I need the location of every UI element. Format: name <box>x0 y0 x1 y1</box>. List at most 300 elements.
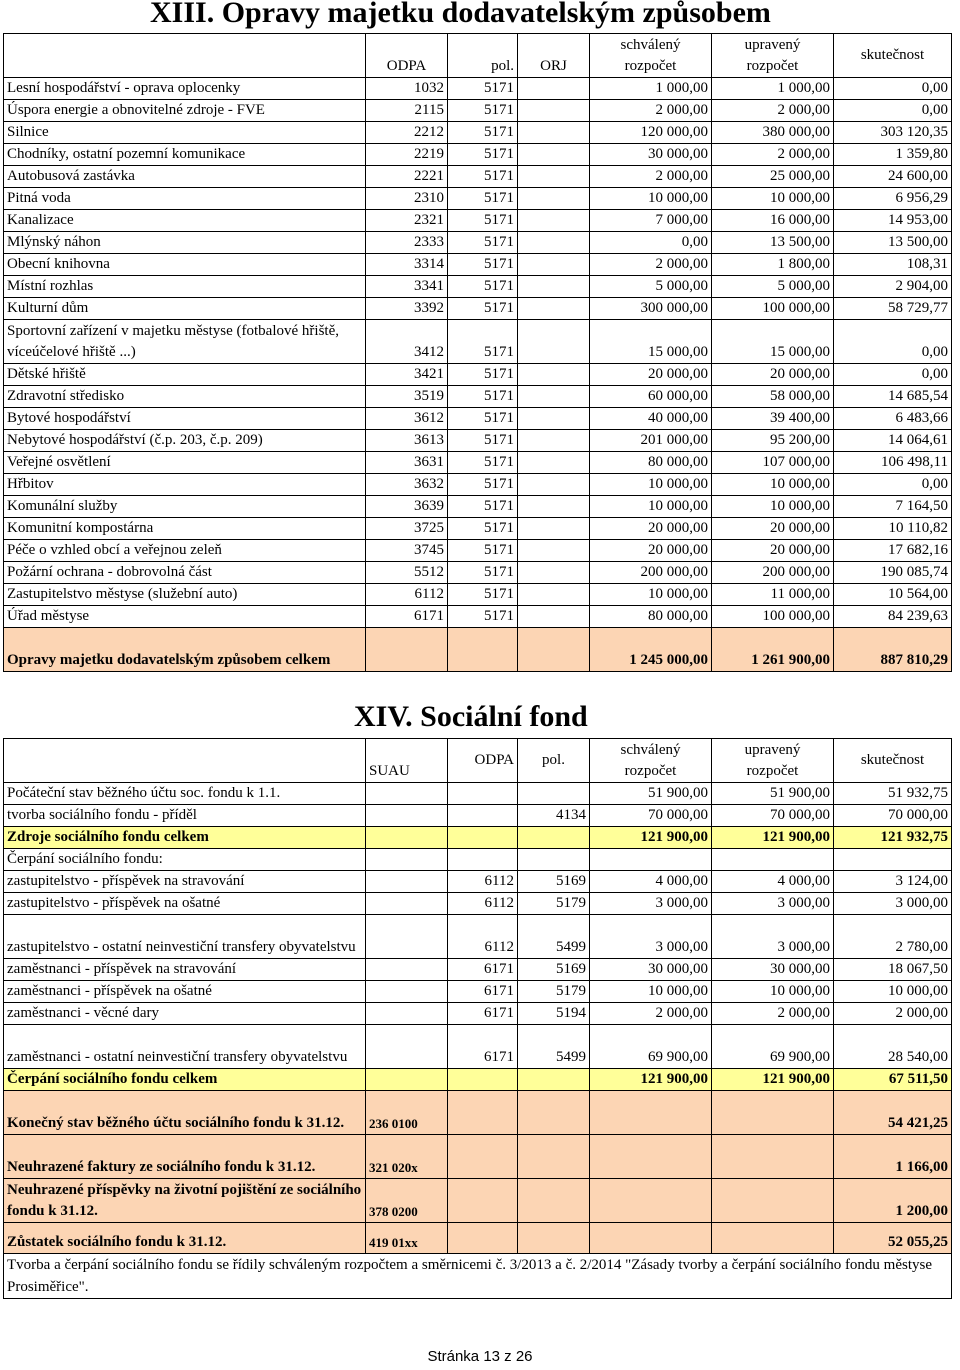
cell-adjusted <box>712 1135 834 1179</box>
cell-approved: 0,00 <box>590 232 712 254</box>
cell-adjusted: 107 000,00 <box>712 452 834 474</box>
cell-label: Neuhrazené faktury ze sociálního fondu k 31.12. <box>4 1135 366 1179</box>
cell-approved: 70 000,00 <box>590 805 712 827</box>
table-row <box>4 893 952 915</box>
cell-adjusted: 10 000,00 <box>712 981 834 1003</box>
cell-orj <box>518 232 590 254</box>
cell-adjusted: 16 000,00 <box>712 210 834 232</box>
section-14-title: XIV. Sociální fond <box>354 700 588 733</box>
table-row <box>4 1223 952 1254</box>
cell-label: Silnice <box>4 122 366 144</box>
cell-actual: 0,00 <box>834 364 952 386</box>
cell-odpa: 6171 <box>448 959 518 981</box>
cell-adjusted: 10 000,00 <box>712 496 834 518</box>
cell-actual: 0,00 <box>834 474 952 496</box>
header-label-cell <box>4 739 366 783</box>
cell-pol: 5171 <box>448 408 518 430</box>
cell-pol <box>518 1223 590 1254</box>
cell-label: Zdravotní středisko <box>4 386 366 408</box>
cell-pol <box>518 783 590 805</box>
cell-label: zaměstnanci - příspěvek na ošatné <box>4 981 366 1003</box>
cell-pol: 5171 <box>448 254 518 276</box>
cell-actual: 2 000,00 <box>834 1003 952 1025</box>
cell-odpa: 2219 <box>366 144 448 166</box>
cell-actual: 108,31 <box>834 254 952 276</box>
table-row <box>4 584 952 606</box>
cell-actual: 54 421,25 <box>834 1091 952 1135</box>
cell-adjusted: 121 900,00 <box>712 827 834 849</box>
table-row <box>4 386 952 408</box>
table-row <box>4 915 952 959</box>
cell-approved <box>590 849 712 871</box>
cell-orj <box>518 144 590 166</box>
cell-odpa: 3421 <box>366 364 448 386</box>
cell-orj <box>518 408 590 430</box>
header-label-cell <box>4 34 366 78</box>
cell-actual: 52 055,25 <box>834 1223 952 1254</box>
cell-label: Čerpání sociálního fondu: <box>4 849 366 871</box>
cell-adjusted: 3 000,00 <box>712 893 834 915</box>
cell-approved: 2 000,00 <box>590 100 712 122</box>
cell-approved: 20 000,00 <box>590 518 712 540</box>
cell-orj <box>518 100 590 122</box>
cell-adjusted: 69 900,00 <box>712 1025 834 1069</box>
cell-pol: 5171 <box>448 188 518 210</box>
cell-adjusted: 121 900,00 <box>712 1069 834 1091</box>
cell-adjusted: 380 000,00 <box>712 122 834 144</box>
cell-adjusted: 11 000,00 <box>712 584 834 606</box>
total-actual: 887 810,29 <box>834 628 952 672</box>
cell-pol: 5171 <box>448 232 518 254</box>
cell-pol: 5194 <box>518 1003 590 1025</box>
cell-orj <box>518 298 590 320</box>
cell-approved: 15 000,00 <box>590 320 712 364</box>
cell-approved <box>590 1179 712 1223</box>
table-row <box>4 1179 952 1223</box>
cell-odpa: 1032 <box>366 78 448 100</box>
header-orj: ORJ <box>518 34 590 78</box>
cell-approved: 20 000,00 <box>590 364 712 386</box>
cell-adjusted: 70 000,00 <box>712 805 834 827</box>
cell-pol: 5171 <box>448 562 518 584</box>
cell-label: Kulturní dům <box>4 298 366 320</box>
cell-odpa: 3519 <box>366 386 448 408</box>
cell-pol: 5171 <box>448 276 518 298</box>
cell-label: Čerpání sociálního fondu celkem <box>4 1069 366 1091</box>
cell-adjusted: 51 900,00 <box>712 783 834 805</box>
cell-approved: 2 000,00 <box>590 254 712 276</box>
table-row <box>4 452 952 474</box>
cell-odpa: 6171 <box>448 981 518 1003</box>
cell-label: zastupitelstvo - ostatní neinvestiční transfery obyvatelstvu <box>4 915 366 959</box>
cell-actual: 2 904,00 <box>834 276 952 298</box>
cell-label: Nebytové hospodářství (č.p. 203, č.p. 209) <box>4 430 366 452</box>
table-row <box>4 188 952 210</box>
cell-label: Sportovní zařízení v majetku městyse (fotbalové hřiště, víceúčelové hřiště ...) <box>4 320 366 364</box>
cell-actual: 3 124,00 <box>834 871 952 893</box>
cell-pol: 5169 <box>518 871 590 893</box>
cell-odpa: 3314 <box>366 254 448 276</box>
cell-approved: 201 000,00 <box>590 430 712 452</box>
cell-adjusted: 39 400,00 <box>712 408 834 430</box>
table-row <box>4 1003 952 1025</box>
cell-actual: 17 682,16 <box>834 540 952 562</box>
table-row <box>4 827 952 849</box>
cell-label: zaměstnanci - ostatní neinvestiční transfery obyvatelstvu <box>4 1025 366 1069</box>
cell-label: Místní rozhlas <box>4 276 366 298</box>
cell-orj <box>518 254 590 276</box>
cell-label: Autobusová zastávka <box>4 166 366 188</box>
header-adjusted-line2: rozpočet <box>746 762 799 779</box>
table-row <box>4 1091 952 1135</box>
cell-label: Obecní knihovna <box>4 254 366 276</box>
cell-label: Veřejné osvětlení <box>4 452 366 474</box>
cell-actual: 67 511,50 <box>834 1069 952 1091</box>
table-row <box>4 981 952 1003</box>
cell-adjusted: 1 000,00 <box>712 78 834 100</box>
cell-approved: 121 900,00 <box>590 1069 712 1091</box>
header-suau: SUAU <box>366 739 448 783</box>
cell-odpa: 3745 <box>366 540 448 562</box>
cell-suau <box>366 981 448 1003</box>
cell-pol: 5171 <box>448 78 518 100</box>
cell-actual: 13 500,00 <box>834 232 952 254</box>
table-row <box>4 959 952 981</box>
cell-pol: 4134 <box>518 805 590 827</box>
cell-label: Úspora energie a obnovitelné zdroje - FVE <box>4 100 366 122</box>
cell-odpa: 6112 <box>448 915 518 959</box>
cell-label: Počáteční stav běžného účtu soc. fondu k 1.1. <box>4 783 366 805</box>
cell-suau <box>366 871 448 893</box>
cell-orj <box>518 210 590 232</box>
cell-label: Neuhrazené příspěvky na životní pojištění ze sociálního fondu k 31.12. <box>4 1179 366 1223</box>
cell-odpa: 3412 <box>366 320 448 364</box>
cell-pol: 5171 <box>448 518 518 540</box>
cell-label: Péče o vzhled obcí a veřejnou zeleň <box>4 540 366 562</box>
table-row <box>4 78 952 100</box>
table-row <box>4 783 952 805</box>
cell-actual: 18 067,50 <box>834 959 952 981</box>
cell-suau <box>366 1025 448 1069</box>
cell-label: Požární ochrana - dobrovolná část <box>4 562 366 584</box>
header-approved-line2: rozpočet <box>624 762 677 779</box>
cell-label: Konečný stav běžného účtu sociálního fondu k 31.12. <box>4 1091 366 1135</box>
cell-adjusted <box>712 849 834 871</box>
cell-approved: 300 000,00 <box>590 298 712 320</box>
cell-orj <box>518 166 590 188</box>
cell-actual: 51 932,75 <box>834 783 952 805</box>
cell-pol: 5171 <box>448 144 518 166</box>
cell-suau <box>366 959 448 981</box>
note-row <box>4 1254 952 1299</box>
cell-actual: 24 600,00 <box>834 166 952 188</box>
cell-odpa: 3631 <box>366 452 448 474</box>
cell-pol <box>518 1179 590 1223</box>
cell-actual: 58 729,77 <box>834 298 952 320</box>
cell-odpa <box>448 849 518 871</box>
cell-orj <box>518 562 590 584</box>
cell-actual: 3 000,00 <box>834 893 952 915</box>
cell-odpa <box>448 805 518 827</box>
cell-adjusted: 30 000,00 <box>712 959 834 981</box>
header-approved-line1: schválený <box>620 36 681 53</box>
cell-approved: 10 000,00 <box>590 981 712 1003</box>
cell-adjusted: 2 000,00 <box>712 100 834 122</box>
cell-adjusted: 15 000,00 <box>712 320 834 364</box>
cell-label: Bytové hospodářství <box>4 408 366 430</box>
cell-suau: 378 0200 <box>366 1179 448 1223</box>
cell-label: Úřad městyse <box>4 606 366 628</box>
cell-adjusted: 13 500,00 <box>712 232 834 254</box>
cell-pol: 5171 <box>448 496 518 518</box>
cell-suau <box>366 893 448 915</box>
total-pol <box>448 628 518 672</box>
cell-pol: 5171 <box>448 474 518 496</box>
note-text: Tvorba a čerpání sociálního fondu se řídily schváleným rozpočtem a směrnicemi č. 3/2013 a č. 2/2014 "Zásady tvorby a čerpání sociálního fondu městyse Prosiměřice". <box>4 1254 952 1299</box>
cell-pol: 5171 <box>448 122 518 144</box>
cell-pol: 5171 <box>448 166 518 188</box>
header-actual: skutečnost <box>834 739 952 783</box>
total-orj <box>518 628 590 672</box>
table-row <box>4 606 952 628</box>
cell-pol: 5179 <box>518 893 590 915</box>
cell-adjusted <box>712 1223 834 1254</box>
cell-odpa: 2310 <box>366 188 448 210</box>
cell-adjusted <box>712 1179 834 1223</box>
cell-actual: 84 239,63 <box>834 606 952 628</box>
header-odpa: ODPA <box>448 739 518 783</box>
cell-actual: 10 000,00 <box>834 981 952 1003</box>
section-13-title: XIII. Opravy majetku dodavatelským způsobem <box>150 0 771 29</box>
cell-approved: 80 000,00 <box>590 606 712 628</box>
cell-odpa: 6112 <box>448 893 518 915</box>
header-approved <box>590 34 712 78</box>
cell-adjusted: 58 000,00 <box>712 386 834 408</box>
table-row <box>4 364 952 386</box>
cell-actual: 190 085,74 <box>834 562 952 584</box>
cell-pol: 5171 <box>448 606 518 628</box>
cell-orj <box>518 430 590 452</box>
table-row <box>4 166 952 188</box>
cell-approved: 200 000,00 <box>590 562 712 584</box>
cell-approved: 3 000,00 <box>590 893 712 915</box>
cell-odpa: 3341 <box>366 276 448 298</box>
cell-suau <box>366 849 448 871</box>
cell-suau <box>366 805 448 827</box>
header-approved-line2: rozpočet <box>624 57 677 74</box>
cell-odpa: 3639 <box>366 496 448 518</box>
header-adjusted-line1: upravený <box>744 741 801 758</box>
cell-pol <box>518 1091 590 1135</box>
table-header-row <box>4 739 952 783</box>
cell-adjusted: 4 000,00 <box>712 871 834 893</box>
cell-odpa: 6112 <box>448 871 518 893</box>
cell-label: tvorba sociálního fondu - příděl <box>4 805 366 827</box>
cell-adjusted: 100 000,00 <box>712 298 834 320</box>
cell-actual: 14 953,00 <box>834 210 952 232</box>
cell-adjusted: 3 000,00 <box>712 915 834 959</box>
cell-pol <box>518 1069 590 1091</box>
total-label: Opravy majetku dodavatelským způsobem celkem <box>4 628 366 672</box>
cell-adjusted: 95 200,00 <box>712 430 834 452</box>
page-number: Stránka 13 z 26 <box>427 1348 533 1365</box>
cell-suau <box>366 827 448 849</box>
cell-odpa: 6171 <box>448 1003 518 1025</box>
cell-suau <box>366 1069 448 1091</box>
table-row <box>4 1135 952 1179</box>
cell-odpa <box>448 1091 518 1135</box>
cell-label: Komunální služby <box>4 496 366 518</box>
table-row <box>4 805 952 827</box>
cell-orj <box>518 122 590 144</box>
cell-odpa <box>448 1069 518 1091</box>
cell-approved: 5 000,00 <box>590 276 712 298</box>
cell-odpa: 3392 <box>366 298 448 320</box>
cell-orj <box>518 606 590 628</box>
table-row <box>4 254 952 276</box>
cell-odpa: 5512 <box>366 562 448 584</box>
cell-actual: 10 110,82 <box>834 518 952 540</box>
cell-approved <box>590 1135 712 1179</box>
cell-label: zaměstnanci - věcné dary <box>4 1003 366 1025</box>
cell-approved: 10 000,00 <box>590 474 712 496</box>
header-adjusted <box>712 34 834 78</box>
cell-pol: 5171 <box>448 452 518 474</box>
header-pol: pol. <box>448 34 518 78</box>
cell-odpa: 2333 <box>366 232 448 254</box>
cell-approved <box>590 1223 712 1254</box>
table-row <box>4 276 952 298</box>
cell-adjusted: 2 000,00 <box>712 144 834 166</box>
cell-pol: 5171 <box>448 320 518 364</box>
cell-suau: 419 01xx <box>366 1223 448 1254</box>
cell-orj <box>518 78 590 100</box>
header-approved-line1: schválený <box>620 741 681 758</box>
cell-approved <box>590 1091 712 1135</box>
cell-approved: 51 900,00 <box>590 783 712 805</box>
cell-odpa <box>448 827 518 849</box>
cell-odpa <box>448 1223 518 1254</box>
cell-approved: 120 000,00 <box>590 122 712 144</box>
cell-approved: 2 000,00 <box>590 1003 712 1025</box>
cell-pol: 5179 <box>518 981 590 1003</box>
cell-pol <box>518 827 590 849</box>
cell-pol: 5171 <box>448 298 518 320</box>
header-pol: pol. <box>518 739 590 783</box>
cell-approved: 3 000,00 <box>590 915 712 959</box>
table-row <box>4 298 952 320</box>
cell-adjusted: 100 000,00 <box>712 606 834 628</box>
cell-orj <box>518 276 590 298</box>
table-row <box>4 1025 952 1069</box>
cell-orj <box>518 320 590 364</box>
header-approved <box>590 739 712 783</box>
cell-orj <box>518 452 590 474</box>
cell-approved: 10 000,00 <box>590 188 712 210</box>
cell-approved: 2 000,00 <box>590 166 712 188</box>
cell-label: zastupitelstvo - příspěvek na ošatné <box>4 893 366 915</box>
cell-approved: 7 000,00 <box>590 210 712 232</box>
table-row <box>4 320 952 364</box>
cell-actual: 2 780,00 <box>834 915 952 959</box>
cell-actual: 70 000,00 <box>834 805 952 827</box>
header-adjusted <box>712 739 834 783</box>
cell-odpa <box>448 1135 518 1179</box>
table-row <box>4 210 952 232</box>
cell-approved: 4 000,00 <box>590 871 712 893</box>
cell-label: Chodníky, ostatní pozemní komunikace <box>4 144 366 166</box>
cell-pol: 5499 <box>518 915 590 959</box>
cell-label: Hřbitov <box>4 474 366 496</box>
cell-orj <box>518 386 590 408</box>
table-row <box>4 562 952 584</box>
cell-odpa <box>448 783 518 805</box>
cell-pol: 5171 <box>448 210 518 232</box>
cell-actual: 121 932,75 <box>834 827 952 849</box>
table-header-row <box>4 34 952 78</box>
cell-pol: 5171 <box>448 540 518 562</box>
cell-odpa: 3632 <box>366 474 448 496</box>
cell-adjusted: 5 000,00 <box>712 276 834 298</box>
cell-approved: 80 000,00 <box>590 452 712 474</box>
repairs-table <box>3 33 952 672</box>
table-row <box>4 122 952 144</box>
cell-label: zastupitelstvo - příspěvek na stravování <box>4 871 366 893</box>
cell-label: Pitná voda <box>4 188 366 210</box>
cell-label: Komunitní kompostárna <box>4 518 366 540</box>
cell-actual: 6 956,29 <box>834 188 952 210</box>
table-row <box>4 474 952 496</box>
cell-odpa <box>448 1179 518 1223</box>
cell-approved: 30 000,00 <box>590 144 712 166</box>
cell-pol: 5169 <box>518 959 590 981</box>
cell-suau <box>366 1003 448 1025</box>
cell-pol: 5171 <box>448 386 518 408</box>
total-adjusted: 1 261 900,00 <box>712 628 834 672</box>
cell-suau: 236 0100 <box>366 1091 448 1135</box>
cell-pol: 5499 <box>518 1025 590 1069</box>
header-adjusted-line1: upravený <box>744 36 801 53</box>
cell-adjusted: 20 000,00 <box>712 540 834 562</box>
cell-adjusted: 25 000,00 <box>712 166 834 188</box>
cell-approved: 1 000,00 <box>590 78 712 100</box>
cell-adjusted: 10 000,00 <box>712 188 834 210</box>
cell-approved: 20 000,00 <box>590 540 712 562</box>
cell-label: Zůstatek sociálního fondu k 31.12. <box>4 1223 366 1254</box>
cell-label: Lesní hospodářství - oprava oplocenky <box>4 78 366 100</box>
cell-odpa: 6171 <box>448 1025 518 1069</box>
page-footer <box>0 1348 960 1365</box>
cell-approved: 121 900,00 <box>590 827 712 849</box>
cell-actual: 0,00 <box>834 100 952 122</box>
header-odpa: ODPA <box>366 34 448 78</box>
cell-orj <box>518 364 590 386</box>
cell-adjusted: 10 000,00 <box>712 474 834 496</box>
cell-orj <box>518 518 590 540</box>
cell-actual: 1 200,00 <box>834 1179 952 1223</box>
cell-orj <box>518 540 590 562</box>
table-row <box>4 100 952 122</box>
cell-orj <box>518 188 590 210</box>
table-row <box>4 144 952 166</box>
cell-label: Zastupitelstvo městyse (služební auto) <box>4 584 366 606</box>
cell-adjusted: 20 000,00 <box>712 364 834 386</box>
table-row <box>4 430 952 452</box>
cell-odpa: 3725 <box>366 518 448 540</box>
cell-pol: 5171 <box>448 430 518 452</box>
cell-pol: 5171 <box>448 100 518 122</box>
cell-actual: 1 359,80 <box>834 144 952 166</box>
